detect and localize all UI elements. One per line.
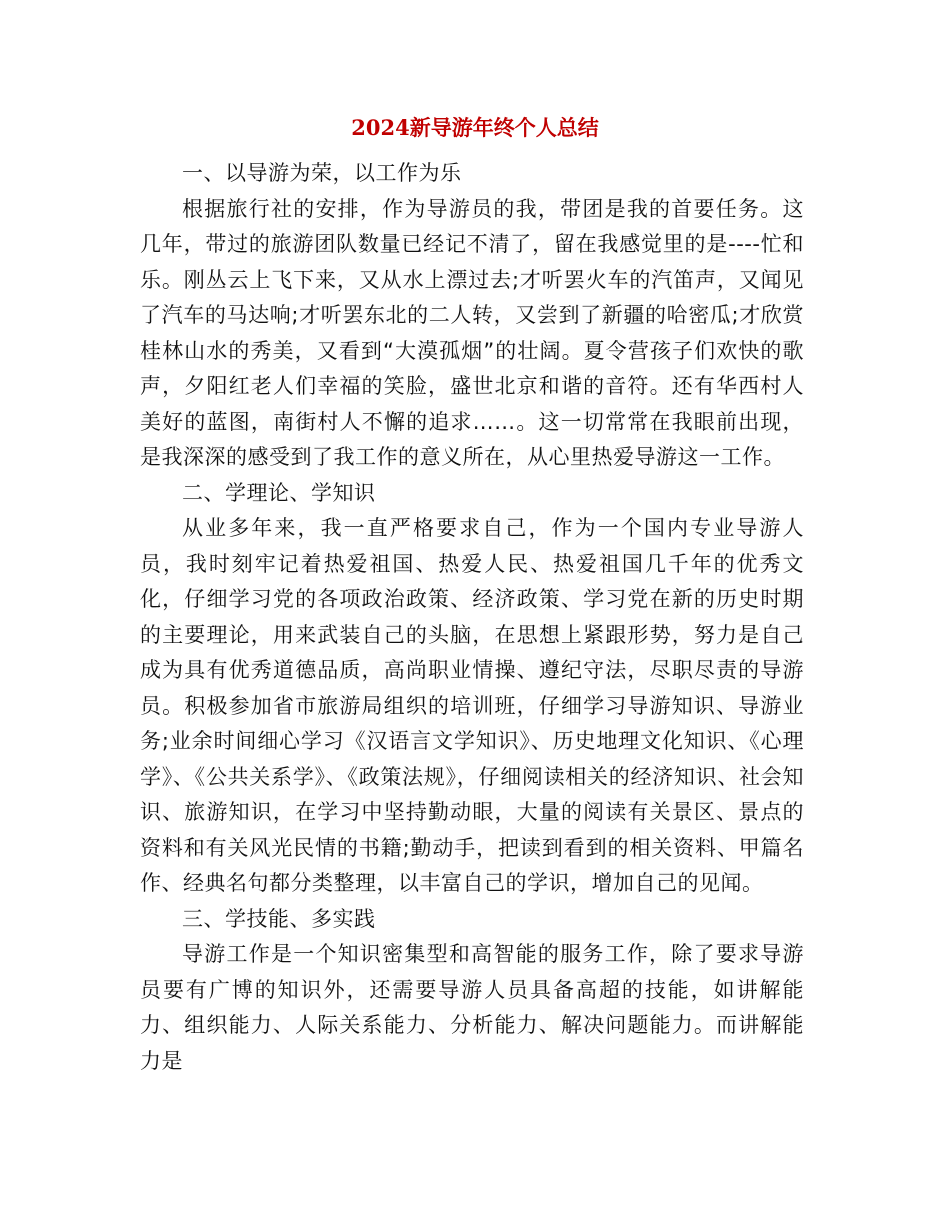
section-heading-2: 二、学理论、学知识 (182, 480, 376, 505)
body-paragraph-3: 导游工作是一个知识密集型和高智能的服务工作，除了要求导游员要有广博的知识外，还需要导游人员具备高超的技能，如讲解能力、组织能力、人际关系能力、分析能力、解决问题能力。而讲解能力是 (140, 942, 804, 1073)
body-paragraph-1: 根据旅行社的安排，作为导游员的我，带团是我的首要任务。这几年，带过的旅游团队数量已经记不清了，留在我感觉里的是----忙和乐。刚丛云上飞下来，又从水上漂过去;才听罢火车的汽笛声，又闻见了汽车的马达响;才听罢东北的二人转，又尝到了新疆的哈密瓜;才欣赏桂林山水的秀美，又看到“大漠孤烟”的壮阔。夏令营孩子们欢快的歌声，夕阳红老人们幸福的笑脸，盛世北京和谐的音符。还有华西村人美好的蓝图，南街村人不懈的追求……。这一切常常在我眼前出现，是我深深的感受到了我工作的意义所在，从心里热爱导游这一工作。 (140, 196, 804, 469)
document-title: 2024新导游年终个人总结 (351, 115, 599, 140)
section-heading-1: 一、以导游为荣，以工作为乐 (182, 161, 462, 185)
section-heading-3: 三、学技能、多实践 (182, 906, 376, 931)
body-paragraph-2: 从业多年来，我一直严格要求自己，作为一个国内专业导游人员，我时刻牢记着热爱祖国、热爱人民、热爱祖国几千年的优秀文化，仔细学习党的各项政治政策、经济政策、学习党在新的历史时期的主要理论，用来武装自己的头脑，在思想上紧跟形势，努力是自己成为具有优秀道德品质，高尚职业情操、遵纪守法，尽职尽责的导游员。积极参加省市旅游局组织的培训班，仔细学习导游知识、导游业务;业余时间细心学习《汉语言文学知识》、历史地理文化知识、《心理学》、《公共关系学》、《政策法规》，仔细阅读相关的经济知识、社会知识、旅游知识，在学习中坚持勤动眼，大量的阅读有关景区、景点的资料和有关风光民情的书籍;勤动手，把读到看到的相关资料、甲篇名作、经典名句都分类整理，以丰富自己的学识，增加自己的见闻。 (140, 516, 804, 895)
document-body (140, 156, 804, 1079)
